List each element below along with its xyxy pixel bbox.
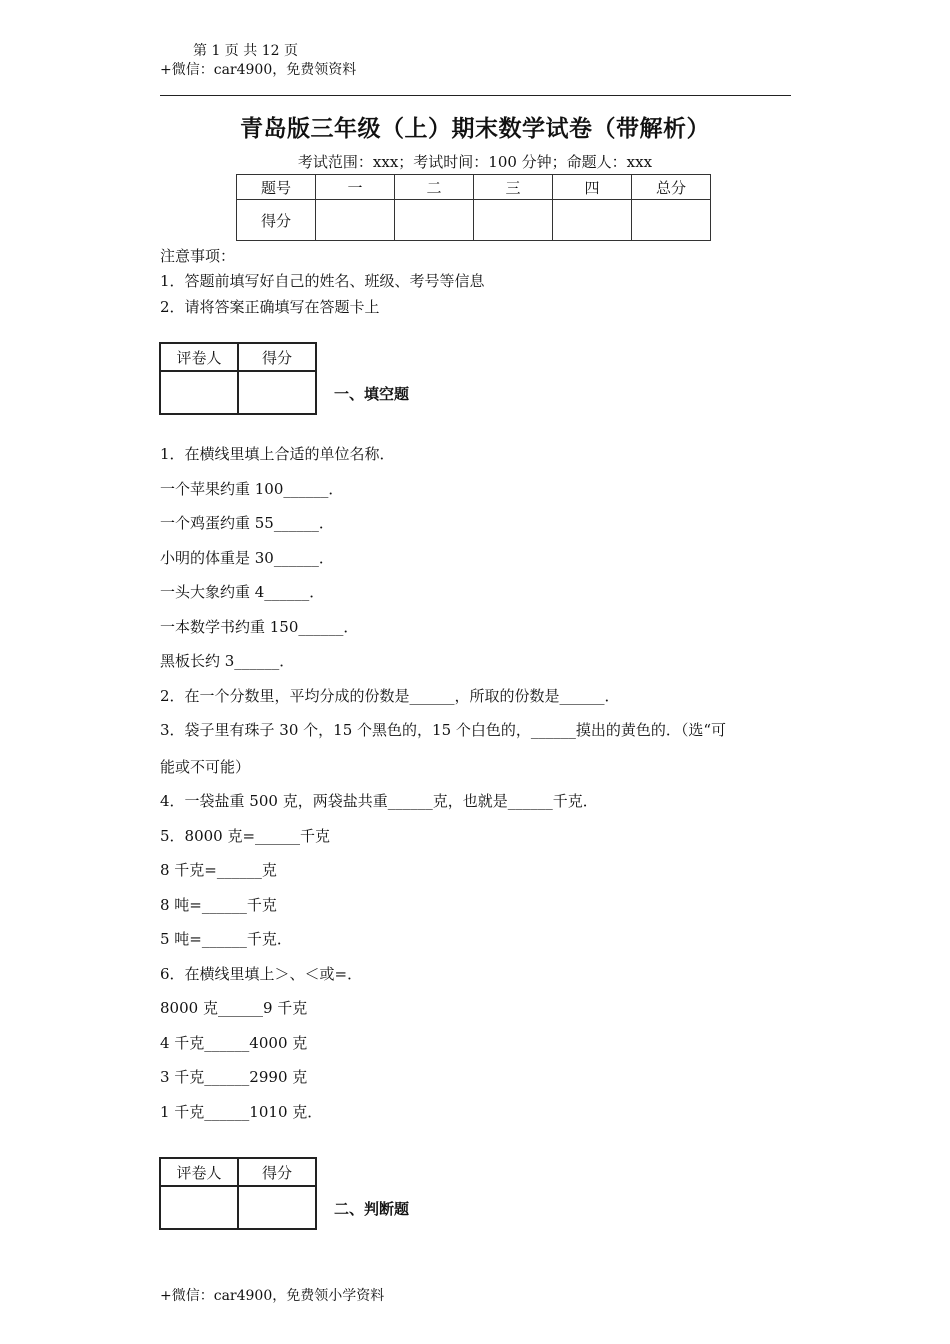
grader-reviewer-cell — [160, 371, 238, 414]
score-header-1: 一 — [316, 175, 395, 200]
question-line: 1．在横线里填上合适的单位名称． — [160, 445, 395, 463]
grader-score-label: 得分 — [238, 1158, 316, 1186]
grader-score-cell — [238, 1186, 316, 1229]
exam-subtitle: 考试范围：xxx；考试时间：100 分钟；命题人：xxx — [297, 153, 653, 171]
score-cell-2 — [395, 200, 474, 241]
question-line: 1 千克______1010 克． — [160, 1103, 323, 1121]
question-line: 8 吨=______千克 — [160, 896, 277, 914]
score-table — [236, 174, 711, 241]
header-divider — [160, 95, 791, 96]
section-2-title: 二、判断题 — [334, 1200, 410, 1218]
score-header-3: 三 — [474, 175, 553, 200]
page-number: 第 1 页 共 12 页 — [193, 43, 298, 59]
question-line: 黑板长约 3______． — [160, 652, 295, 670]
notes-item-2: 2．请将答案正确填写在答题卡上 — [160, 298, 380, 316]
grader-score-cell — [238, 371, 316, 414]
grader-box-1 — [159, 342, 317, 415]
score-header-label: 题号 — [237, 175, 316, 200]
question-line: 5．8000 克=______千克 — [160, 827, 331, 845]
score-cell-4 — [553, 200, 632, 241]
grader-score-label: 得分 — [238, 343, 316, 371]
header-wechat-note: +微信：car4900，免费领资料 — [160, 62, 357, 78]
question-line: 一头大象约重 4______． — [160, 583, 325, 601]
notes-item-1: 1．答题前填写好自己的姓名、班级、考号等信息 — [160, 272, 485, 290]
question-line: 5 吨=______千克． — [160, 930, 292, 948]
score-cell-total — [632, 200, 711, 241]
question-line: 8000 克______9 千克 — [160, 999, 308, 1017]
question-line: 4．一袋盐重 500 克，两袋盐共重______克，也就是______千克． — [160, 792, 598, 810]
question-line: 一个鸡蛋约重 55______． — [160, 514, 334, 532]
score-cell-3 — [474, 200, 553, 241]
question-line: 一个苹果约重 100______． — [160, 480, 344, 498]
grader-reviewer-label: 评卷人 — [160, 1158, 238, 1186]
question-line: 3 千克______2990 克 — [160, 1068, 308, 1086]
question-line: 6．在横线里填上＞、＜或=． — [160, 965, 363, 983]
grader-reviewer-cell — [160, 1186, 238, 1229]
question-line: 4 千克______4000 克 — [160, 1034, 308, 1052]
grader-box-2 — [159, 1157, 317, 1230]
question-line: 3．袋子里有珠子 30 个，15 个黑色的，15 个白色的，______摸出的黄色的．（选“可 — [160, 721, 727, 739]
footer-wechat-note: +微信：car4900，免费领小学资料 — [160, 1288, 385, 1304]
question-line: 2．在一个分数里，平均分成的份数是______，所取的份数是______． — [160, 687, 620, 705]
exam-title: 青岛版三年级（上）期末数学试卷（带解析） — [240, 116, 710, 142]
score-header-2: 二 — [395, 175, 474, 200]
grader-reviewer-label: 评卷人 — [160, 343, 238, 371]
score-header-total: 总分 — [632, 175, 711, 200]
notes-heading: 注意事项： — [160, 247, 236, 265]
section-1-title: 一、填空题 — [334, 385, 410, 403]
question-line: 能或不可能） — [160, 758, 251, 776]
question-line: 8 千克=______克 — [160, 861, 277, 879]
question-line: 一本数学书约重 150______． — [160, 618, 359, 636]
score-cell-1 — [316, 200, 395, 241]
question-line: 小明的体重是 30______． — [160, 549, 334, 567]
score-header-4: 四 — [553, 175, 632, 200]
score-row-label: 得分 — [237, 200, 316, 241]
